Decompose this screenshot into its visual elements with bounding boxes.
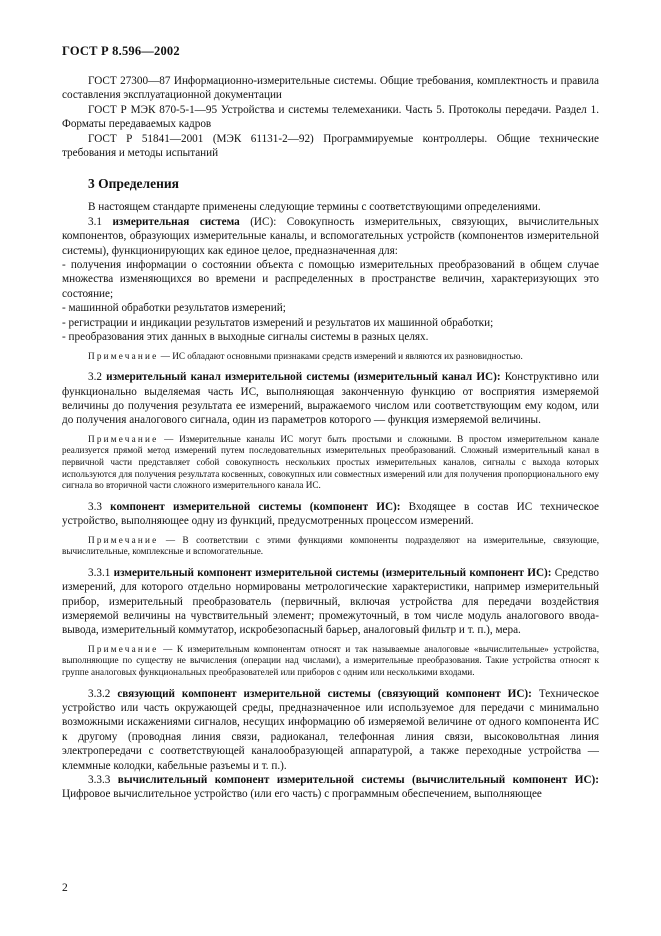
note-text: — ИС обладают основными признаками средств измерений и являются их разновидностью. [158, 350, 523, 361]
term-definition: Входящее в состав ИС техническое устройство, выполняющее одну из функций, предусмотренных процессом измерений. [62, 500, 600, 528]
definition-3-3-1 [62, 566, 599, 638]
definition-3-1 [62, 215, 599, 258]
reference-item: ГОСТ 27300—87 Информационно-измерительные системы. Общие требования, комплектность и правила составления эксплуатационной документации [62, 75, 599, 102]
term-number: 3.3.3 [88, 773, 111, 786]
section-intro: В настоящем стандарте применены следующие термины с соответствующими определениями. [88, 201, 541, 214]
term-definition: Техническое устройство или часть окружающей среды, предназначенное или используемое для передачи с минимально возможными искажениями сигналов, несущих информацию об измеряемой величине от одного компонента ИС к другому (проводная линия связи, радиоканал, телефонная линия связи, высоковольтная линия электропередачи с соответствующей каналообразующей аппаратурой, а также переходные устройства — клеммные колодки, кабельные разъемы и т. п.). [62, 687, 600, 772]
definition-3-2 [62, 370, 599, 428]
page-content [62, 74, 599, 802]
note-3-2 [62, 434, 599, 492]
document-header: ГОСТ Р 8.596—2002 [62, 44, 180, 58]
note-text: — В соответствии с этими функциями компоненты подразделяют на измерительные, связующие, вычислительные, комплексные и вспомогательные. [62, 534, 599, 557]
list-item: - получения информации о состоянии объекта с помощью измерительных преобразований в общем случае множества изменяющихся во времени и распределенных в пространстве величин, характеризующих это состояние; [62, 259, 599, 300]
term-definition: Средство измерений, для которого отдельно нормированы метрологические характеристики, например измерительный прибор, измерительный преобразователь (первичный, включая устройства для передачи воздействия измеряемой величины на чувствительный элемент; промежуточный, в том числе модуль аналогового ввода-вывода, измерительный коммутатор, искробезопасный барьер, аналоговый фильтр и т. п.), мера. [62, 566, 600, 637]
note-3-3-1 [62, 644, 599, 679]
note-label: Примечание [88, 350, 159, 361]
term-number: 3.1 [88, 215, 102, 228]
definition-3-3 [62, 500, 599, 529]
term-number: 3.3 [88, 500, 102, 513]
term-name: измерительный компонент измерительной системы (измерительный компонент ИС): [113, 566, 552, 579]
note-label: Примечание [88, 643, 159, 654]
term-number: 3.3.2 [88, 687, 111, 700]
term-name: компонент измерительной системы (компонент ИС): [110, 500, 401, 513]
note-text: — К измерительным компонентам относят и так называемые аналоговые «вычислительные» устройства, выполняющие по существу не вычисления (операции над числами), а измерительные преобразования. Такие устройства относят к группе аналоговых функциональных преобразователей или приборов с одним или несколькими входами. [62, 643, 599, 677]
reference-item: ГОСТ Р 51841—2001 (МЭК 61131-2—92) Программируемые контроллеры. Общие технические требования и методы испытаний [62, 132, 599, 160]
term-name: измерительная система [112, 215, 240, 228]
term-number: 3.3.1 [88, 566, 111, 579]
section-title: 3 Определения [88, 176, 179, 192]
page-number: 2 [62, 882, 68, 894]
term-definition: (ИС): Совокупность измерительных, связующих, вычислительных компонентов, образующих измерительные каналы, и вспомогательных устройств (компонентов измерительной системы), функционирующих как единое целое, предназначенная для: [62, 215, 600, 257]
reference-item: ГОСТ Р МЭК 870-5-1—95 Устройства и системы телемеханики. Часть 5. Протоколы передачи. Раздел 1. Форматы передаваемых кадров [62, 103, 599, 131]
definition-3-3-2 [62, 687, 599, 773]
term-name: измерительный канал измерительной системы (измерительный канал ИС): [106, 371, 501, 384]
note-3-1 [62, 351, 599, 363]
term-definition: Конструктивно или функционально выделяемая часть ИС, выполняющая законченную функцию от восприятия измеряемой величины до получения результата ее измерений, выражаемого числом или соответствующим ему кодом, или до получения аналогового сигнала, один из параметров которого — функция измеряемой величины. [62, 371, 600, 427]
term-number: 3.2 [88, 371, 102, 384]
term-definition: Цифровое вычислительное устройство (или его часть) с программным обеспечением, выполняющее [62, 788, 542, 801]
note-3-3 [62, 535, 599, 558]
definition-3-3-3 [62, 773, 599, 802]
note-text: — Измерительные каналы ИС могут быть простыми и сложными. В простом измерительном канале реализуется прямой метод измерений путем последовательных измерительных преобразований. Сложный измерительный канал в первичной части представляет собой совокупность нескольких простых измерительных каналов, сигналы с выхода которых используются для получения результата косвенных, совокупных или совместных измерений или для получения пропорционального ему сигнала во вторичной части сложного измерительного канала ИС. [62, 433, 599, 491]
term-name: вычислительный компонент измерительной системы (вычислительный компонент ИС): [117, 773, 599, 786]
list-item: - машинной обработки результатов измерений; [62, 302, 286, 315]
term-name: связующий компонент измерительной системы (связующий компонент ИС): [117, 687, 532, 700]
list-item: - регистрации и индикации результатов измерений и результатов их машинной обработки; [62, 316, 494, 329]
note-label: Примечание [88, 433, 159, 444]
list-item: - преобразования этих данных в выходные сигналы системы в разных целях. [62, 331, 429, 344]
note-label: Примечание [88, 534, 159, 545]
